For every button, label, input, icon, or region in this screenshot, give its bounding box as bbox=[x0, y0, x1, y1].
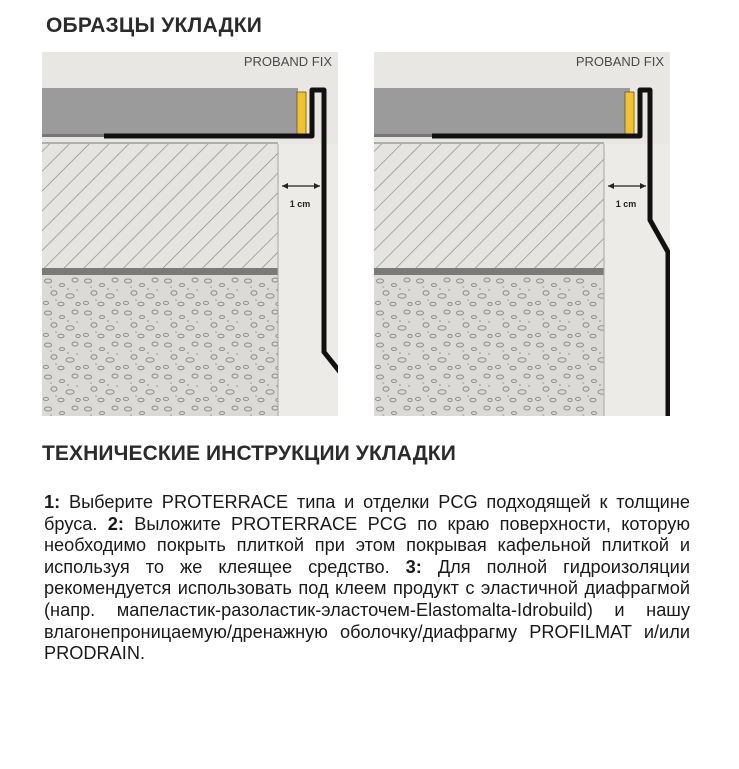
dimension-label: 1 cm bbox=[289, 199, 311, 209]
proband-strip bbox=[297, 92, 306, 134]
dimension-label: 1 cm bbox=[615, 199, 637, 209]
diagram-left-svg bbox=[42, 52, 338, 416]
step2-number: 2: bbox=[107, 513, 124, 534]
installation-diagram-left bbox=[42, 52, 338, 416]
samples-heading: ОБРАЗЦЫ УКЛАДКИ bbox=[46, 14, 263, 37]
screed-layer bbox=[374, 144, 604, 268]
step1-text: Выберите PROTERRACE типа и отделки PCG подходящей к толщине бруса. bbox=[44, 492, 690, 534]
step1-number: 1: bbox=[44, 492, 61, 512]
instructions-text bbox=[44, 492, 690, 665]
membrane-layer bbox=[374, 268, 604, 275]
proband-label: PROBAND FIX bbox=[575, 54, 664, 69]
proband-label: PROBAND FIX bbox=[243, 54, 332, 69]
step2-text: Выложите PROTERRACE PCG по краю поверхности, которую необходимо покрыть плиткой при этом покрывая кафельной плиткой и используя то же клеящее средство. bbox=[44, 513, 690, 577]
step3-number: 3: bbox=[405, 556, 422, 577]
tile-layer bbox=[42, 88, 298, 134]
screed-layer bbox=[42, 144, 278, 268]
diagram-right-svg bbox=[374, 52, 670, 416]
proband-strip bbox=[625, 92, 634, 134]
membrane-layer bbox=[42, 268, 278, 275]
step3-text: Для полной гидроизоляции рекомендуется использовать под клеем продукт с эластичной диафрагмой (напр. мапеластик-разоластик-эласточем-Elastomalta-Idrobuild) и нашу влагонепроницаемую/дренажную оболочку/диафрагму PROFILMAT и/или PRODRAIN. bbox=[44, 556, 690, 664]
tile-layer bbox=[374, 88, 630, 134]
concrete-base bbox=[42, 275, 278, 416]
concrete-base bbox=[374, 275, 604, 416]
instructions-heading: ТЕХНИЧЕСКИЕ ИНСТРУКЦИИ УКЛАДКИ bbox=[42, 442, 456, 465]
installation-diagram-right bbox=[374, 52, 670, 416]
